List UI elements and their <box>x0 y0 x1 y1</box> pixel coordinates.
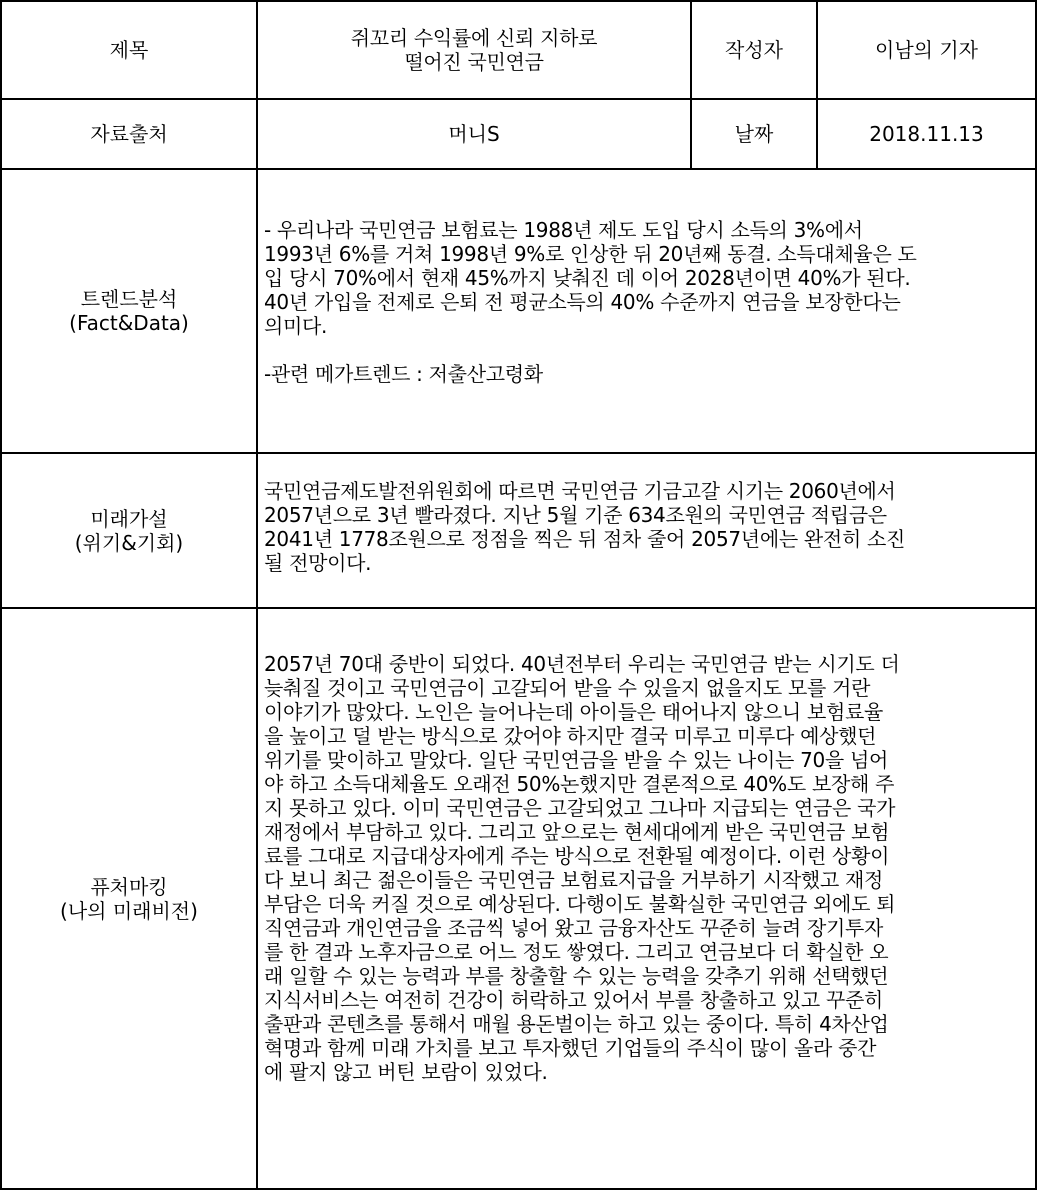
trend-line: - 우리나라 국민연금 보험료는 1988년 제도 도입 당시 소득의 3%에서 <box>264 218 863 242</box>
source-label: 자료출처 <box>90 122 168 146</box>
future-line: 야 하고 소득대체율도 오래전 50%논했지만 결론적으로 40%도 보장해 주 <box>264 772 895 796</box>
future-label-title: 퓨처마킹 <box>90 874 168 899</box>
spacer <box>264 338 917 362</box>
future-line: 부담은 더욱 커질 것으로 예상된다. 다행이도 불확실한 국민연금 외에도 퇴 <box>264 892 896 916</box>
date-label: 날짜 <box>734 122 774 146</box>
future-line: 혁명과 함께 미래 가치를 보고 투자했던 기업들의 주식이 많이 올라 중간 <box>264 1036 877 1060</box>
author-label: 작성자 <box>725 38 783 62</box>
source-label-cell <box>0 98 258 170</box>
trend-line: 입 당시 70%에서 현재 45%까지 낮춰진 데 이어 2028년이면 40%가 된다. <box>264 266 911 290</box>
future-label-cell <box>0 607 258 1190</box>
future-line: 래 일할 수 있는 능력과 부를 창출할 수 있는 능력을 갖추기 위해 선택했던 <box>264 964 889 988</box>
future-line: 2057년 70대 중반이 되었다. 40년전부터 우리는 국민연금 받는 시기도 더 <box>264 652 900 676</box>
future-line: 이야기가 많았다. 노인은 늘어나는데 아이들은 태어나지 않으니 보험료율 <box>264 700 884 724</box>
author-value: 이남의 기자 <box>875 38 978 62</box>
hypothesis-line: 2041년 1778조원으로 정점을 찍은 뒤 점차 줄어 2057년에는 완전히 소진 <box>264 527 906 551</box>
future-line: 위기를 맞이하고 말았다. 일단 국민연금을 받을 수 있는 나이는 70을 넘어 <box>264 748 889 772</box>
future-line: 를 한 결과 노후자금으로 어느 정도 쌓였다. 그리고 연금보다 더 확실한 오 <box>264 940 889 964</box>
author-label-cell <box>690 0 818 100</box>
date-value: 2018.11.13 <box>869 122 984 146</box>
hypothesis-label-cell <box>0 452 258 609</box>
megatrend-line: -관련 메가트렌드 : 저출산고령화 <box>264 362 543 386</box>
trend-label <box>69 287 189 335</box>
future-line: 에 팔지 않고 버틴 보람이 있었다. <box>264 1060 548 1084</box>
future-line: 을 높이고 덜 받는 방식으로 갔어야 하지만 결국 미루고 미루다 예상했던 <box>264 724 877 748</box>
future-line: 출판과 콘텐츠를 통해서 매월 용돈벌이는 하고 있는 중이다. 특히 4차산업 <box>264 1012 889 1036</box>
hypothesis-content-cell <box>256 452 1037 609</box>
future-line: 직연금과 개인연금을 조금씩 넣어 왔고 금융자산도 꾸준히 늘려 장기투자 <box>264 916 884 940</box>
future-label-subtitle: (나의 미래비전) <box>60 898 198 923</box>
future-line: 료를 그대로 지급대상자에게 주는 방식으로 전환될 예정이다. 이런 상황이 <box>264 844 890 868</box>
hypothesis-line: 2057년으로 3년 빨라졌다. 지난 5월 기준 634조원의 국민연금 적립금은 <box>264 503 887 527</box>
hypothesis-label <box>75 507 183 555</box>
title-value-cell <box>256 0 692 100</box>
future-line: 지 못하고 있다. 이미 국민연금은 고갈되었고 그나마 지급되는 연금은 국가 <box>264 796 896 820</box>
hypothesis-label-subtitle: (위기&기회) <box>74 530 184 555</box>
trend-line: 1993년 6%를 거쳐 1998년 9%로 인상한 뒤 20년째 동결. 소득대체율은 도 <box>264 242 917 266</box>
title-value <box>351 26 597 74</box>
title-line: 쥐꼬리 수익률에 신뢰 지하로 <box>350 26 598 50</box>
title-label: 제목 <box>109 38 149 62</box>
hypothesis-line: 될 전망이다. <box>264 551 372 575</box>
hypothesis-label-title: 미래가설 <box>90 506 168 531</box>
author-value-cell <box>816 0 1037 100</box>
future-line: 재정에서 부담하고 있다. 그리고 앞으로는 현세대에게 받은 국민연금 보험 <box>264 820 890 844</box>
trend-label-cell <box>0 168 258 454</box>
trend-label-subtitle: (Fact&Data) <box>69 311 189 335</box>
date-value-cell <box>816 98 1037 170</box>
trend-line: 40년 가입을 전제로 은퇴 전 평균소득의 40% 수준까지 연금을 보장한다는 <box>264 290 901 314</box>
future-line: 지식서비스는 여전히 건강이 허락하고 있어서 부를 창출하고 있고 꾸준히 <box>264 988 884 1012</box>
hypothesis-content <box>264 479 905 575</box>
trend-label-title: 트렌드분석 <box>80 287 178 311</box>
source-value-cell <box>256 98 692 170</box>
title-line: 떨어진 국민연금 <box>404 50 544 74</box>
future-line: 늦춰질 것이고 국민연금이 고갈되어 받을 수 있을지 없을지도 모를 거란 <box>264 676 871 700</box>
trend-content <box>264 218 917 386</box>
future-line: 다 보니 최근 젊은이들은 국민연금 보험료지급을 거부하기 시작했고 재정 <box>264 868 884 892</box>
title-label-cell <box>0 0 258 100</box>
trend-line: 의미다. <box>264 314 328 338</box>
trend-content-cell <box>256 168 1037 454</box>
hypothesis-line: 국민연금제도발전위원회에 따르면 국민연금 기금고갈 시기는 2060년에서 <box>264 479 896 503</box>
date-label-cell <box>690 98 818 170</box>
future-label <box>60 875 198 923</box>
future-content <box>264 652 899 1084</box>
future-content-cell <box>256 607 1037 1190</box>
source-value: 머니S <box>448 122 500 146</box>
